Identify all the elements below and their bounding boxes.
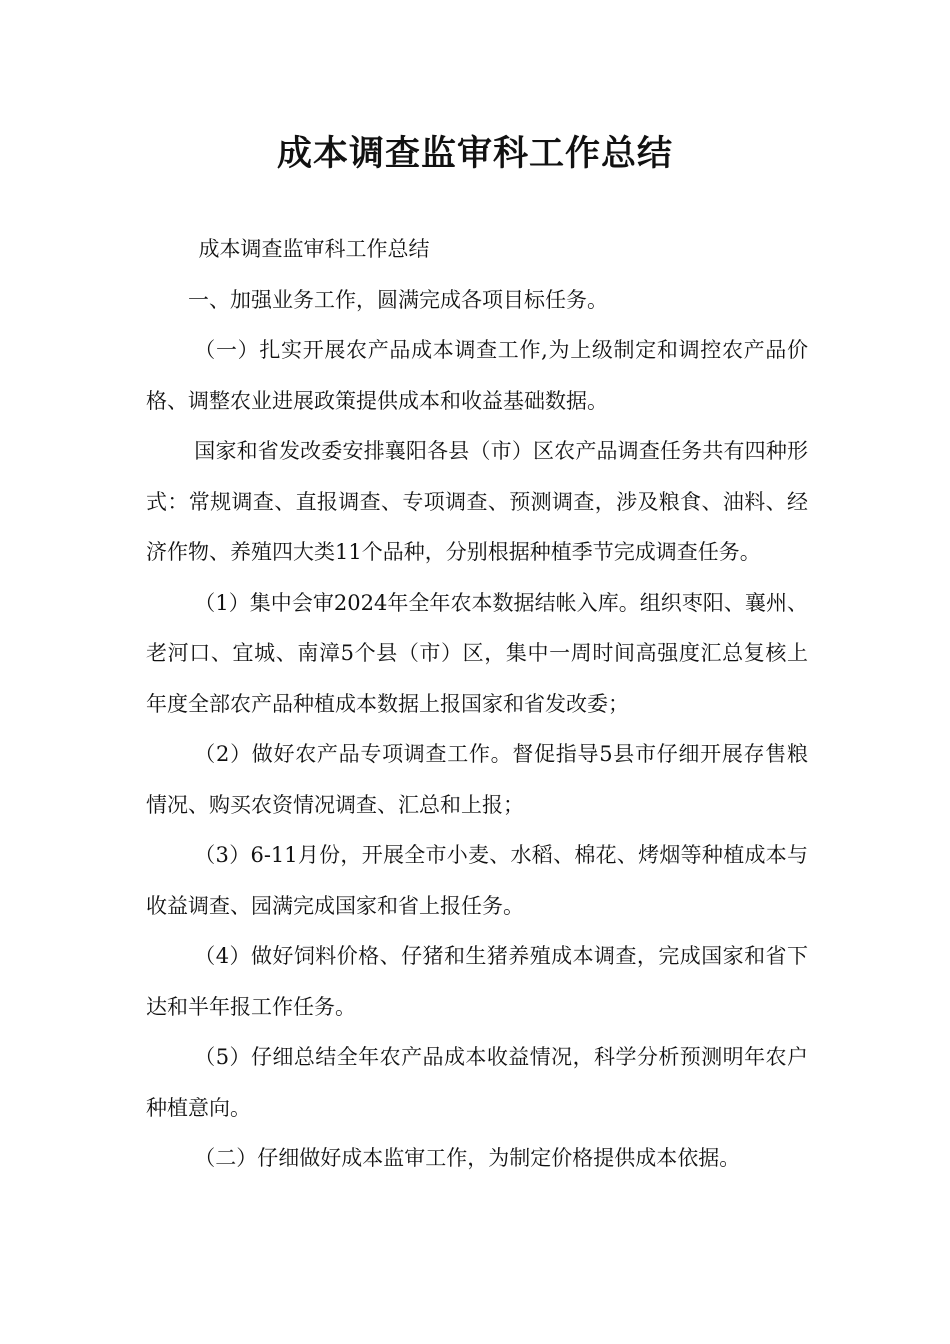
document-body (146, 224, 808, 1184)
paragraph-tasks-overview: 国家和省发改委安排襄阳各县（市）区农产品调查任务共有四种形式：常规调查、直报调查、专项调查、预测调查，涉及粮食、油料、经济作物、养殖四大类11个品种，分别根据种植季节完成调查任务。 (146, 439, 808, 564)
paragraph-item-3: （3）6-11月份，开展全市小麦、水稻、棉花、烤烟等种植成本与收益调查、园满完成国家和省上报任务。 (146, 843, 808, 918)
paragraph-item-2: （2）做好农产品专项调查工作。督促指导5县市仔细开展存售粮情况、购买农资情况调查、汇总和上报； (146, 742, 808, 817)
paragraph-item-1: （1）集中会审2024年全年农本数据结帐入库。组织枣阳、襄州、老河口、宜城、南漳5个县（市）区，集中一周时间高强度汇总复核上年度全部农产品种植成本数据上报国家和省发改委； (146, 590, 808, 716)
paragraph-item-5: （5）仔细总结全年农产品成本收益情况，科学分析预测明年农户种植意向。 (146, 1045, 808, 1120)
paragraph-subsection-1: （一）扎实开展农产品成本调查工作,为上级制定和调控农产品价格、调整农业进展政策提供成本和收益基础数据。 (146, 338, 808, 413)
paragraph-section-1: 一、加强业务工作，圆满完成各项目标任务。 (188, 287, 608, 312)
paragraph-subtitle: 成本调查监审科工作总结 (198, 237, 430, 261)
document-title: 成本调查监审科工作总结 (276, 134, 673, 174)
paragraph-subsection-2: （二）仔细做好成本监审工作，为制定价格提供成本依据。 (194, 1146, 741, 1170)
paragraph-item-4: （4）做好饲料价格、仔猪和生猪养殖成本调查，完成国家和省下达和半年报工作任务。 (146, 944, 808, 1019)
